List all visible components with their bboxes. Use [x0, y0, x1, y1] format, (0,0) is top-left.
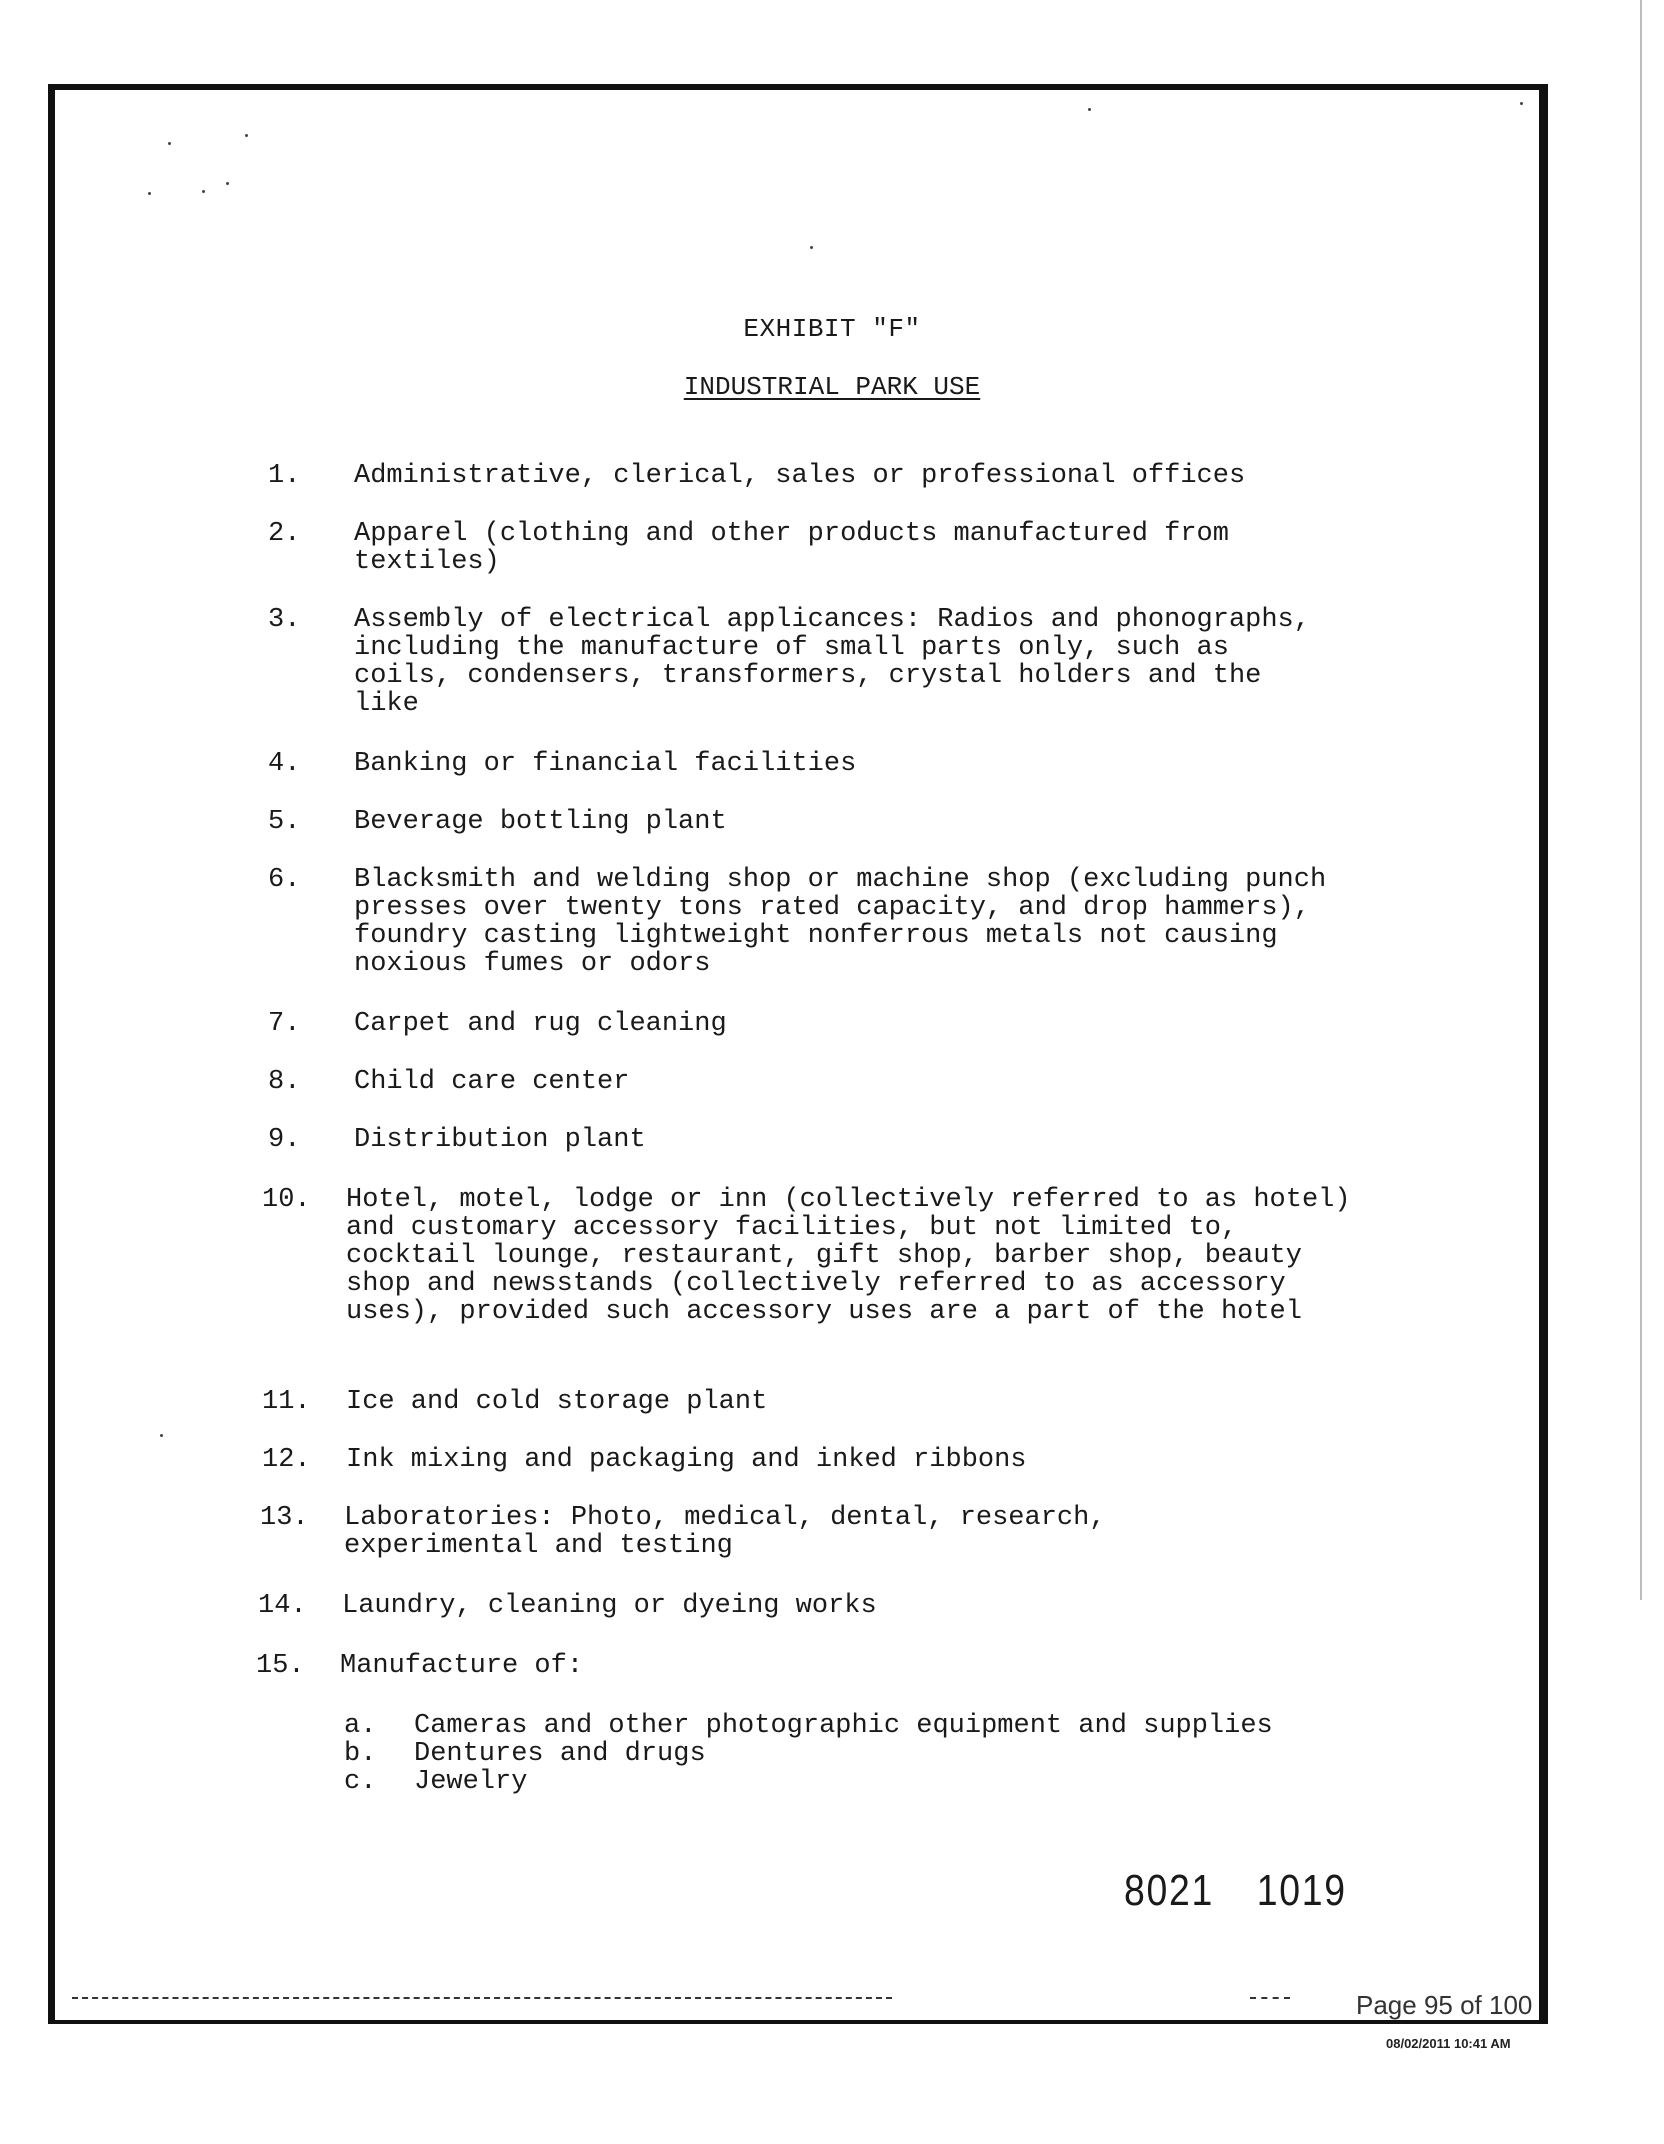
item-text: Distribution plant: [354, 1125, 646, 1155]
sub-item-letter: b.: [344, 1739, 377, 1769]
item-number: 13.: [260, 1503, 309, 1533]
scan-speck: [148, 192, 151, 195]
item-text: Manufacture of:: [340, 1651, 584, 1681]
bottom-rule: [1250, 1997, 1290, 1999]
print-timestamp: 08/02/2011 10:41 AM: [1386, 2036, 1511, 2051]
sub-item-text: Jewelry: [414, 1767, 528, 1797]
sub-item-text: Dentures and drugs: [414, 1739, 706, 1769]
scan-edge-line: [1640, 0, 1642, 1600]
list-item: [268, 605, 1310, 719]
item-text: Blacksmith and welding shop or machine shop (excluding punch presses over twenty tons rated capacity, and drop hammers), foundry casting lightweight nonferrous metals not causing noxious fumes or odors: [354, 865, 1327, 979]
item-number: 10.: [262, 1185, 311, 1215]
scan-speck: [1520, 102, 1523, 105]
item-text: Beverage bottling plant: [354, 807, 727, 837]
scan-speck: [160, 1434, 163, 1437]
item-number: 4.: [268, 749, 301, 779]
item-number: 5.: [268, 807, 301, 837]
sub-item-letter: a.: [344, 1711, 377, 1741]
sub-item-letter: c.: [344, 1767, 377, 1797]
item-number: 6.: [268, 865, 301, 895]
exhibit-subtitle: INDUSTRIAL PARK USE: [683, 372, 981, 402]
scan-speck: [245, 134, 248, 137]
item-text: Assembly of electrical applicances: Radios and phonographs, including the manufacture of small parts only, such as coils, condensers, transformers, crystal holders and the like: [354, 605, 1310, 719]
item-text: Laboratories: Photo, medical, dental, research, experimental and testing: [344, 1503, 1106, 1561]
item-text: Apparel (clothing and other products manufactured from textiles): [354, 519, 1229, 577]
scan-speck: [810, 246, 813, 249]
list-item: [256, 1651, 584, 1736]
scan-speck: [168, 142, 171, 145]
list-item: [268, 519, 1229, 604]
item-number: 15.: [256, 1651, 305, 1681]
scan-speck: [202, 190, 205, 193]
item-number: 1.: [268, 461, 301, 491]
item-text: Administrative, clerical, sales or professional offices: [354, 461, 1246, 491]
item-number: 11.: [262, 1387, 311, 1417]
list-item: [268, 865, 1327, 979]
item-number: 8.: [268, 1067, 301, 1097]
list-item: [262, 1185, 1351, 1327]
exhibit-title: EXHIBIT "F": [743, 314, 921, 344]
item-number: 7.: [268, 1009, 301, 1039]
item-number: 12.: [262, 1445, 311, 1475]
item-text: Child care center: [354, 1067, 630, 1097]
item-text: Ice and cold storage plant: [346, 1387, 768, 1417]
item-text: Carpet and rug cleaning: [354, 1009, 727, 1039]
item-text: Laundry, cleaning or dyeing works: [342, 1591, 877, 1621]
item-number: 2.: [268, 519, 301, 549]
item-text: Banking or financial facilities: [354, 749, 857, 779]
item-number: 3.: [268, 605, 301, 635]
list-item: [260, 1503, 1106, 1588]
document-number: 8021 1019: [1124, 1866, 1347, 1915]
item-number: 14.: [258, 1591, 307, 1621]
scan-speck: [226, 182, 229, 185]
bottom-rule: [72, 1997, 892, 1999]
sub-item-text: Cameras and other photographic equipment and supplies: [414, 1711, 1273, 1741]
page-label: Page 95 of 100: [1356, 1990, 1533, 2020]
item-text: Ink mixing and packaging and inked ribbons: [346, 1445, 1027, 1475]
item-number: 9.: [268, 1125, 301, 1155]
scan-speck: [1088, 108, 1091, 111]
item-text: Hotel, motel, lodge or inn (collectively referred to as hotel) and customary accessory facilities, but not limited to, cocktail lounge, restaurant, gift shop, barber shop, beauty shop and newsstands (collectively referred to as accessory uses), provided such accessory uses are a part of the hotel: [346, 1185, 1351, 1327]
